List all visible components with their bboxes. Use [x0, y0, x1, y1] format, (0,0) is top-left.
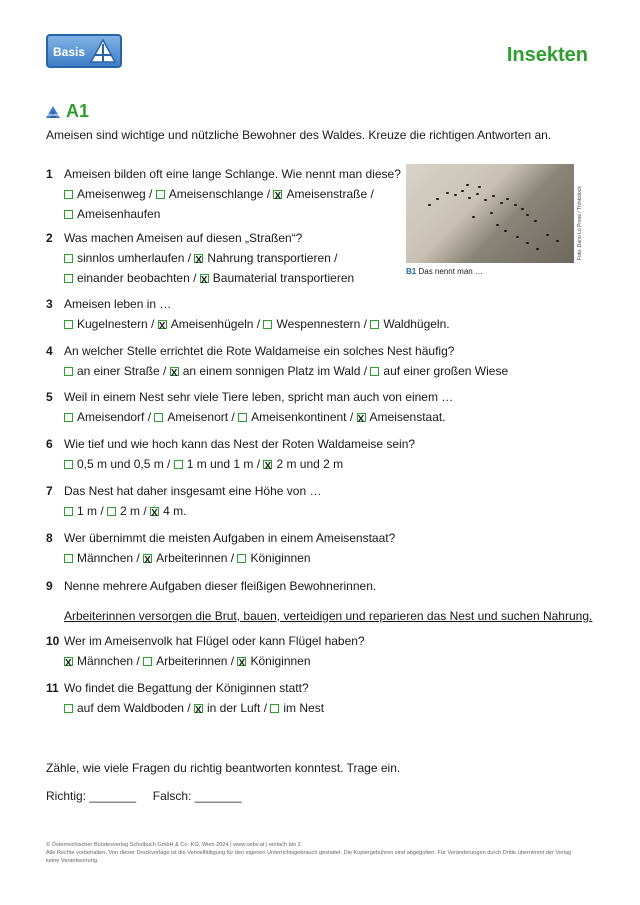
checkbox[interactable]	[64, 210, 73, 219]
wrong-blank[interactable]: _______	[194, 789, 242, 803]
ant-shape	[492, 195, 495, 197]
question-number: 8	[46, 531, 53, 545]
option-label: Ameisenhaufen	[77, 207, 161, 221]
answer-line: an einer Straße / Xan einem sonnigen Platz im Wald / auf einer großen Wiese	[64, 361, 594, 381]
wrong-label: Falsch:	[152, 789, 192, 803]
ant-shape	[446, 192, 449, 194]
question-text: Das Nest hat daher insgesamt eine Höhe von …	[64, 484, 322, 498]
figure-caption	[406, 267, 483, 276]
question-text: Wie tief und wie hoch kann das Nest der Roten Waldameise sein?	[64, 437, 416, 451]
ant-shape	[428, 204, 431, 206]
section-label: A1	[66, 101, 90, 121]
ant-shape	[500, 202, 503, 204]
question-text: Wer übernimmt die meisten Aufgaben in einem Ameisenstaat?	[64, 531, 396, 545]
checked-checkbox[interactable]	[194, 704, 203, 713]
answer-line: Kugelnestern / XAmeisenhügeln / Wespennestern / Waldhügeln.	[64, 314, 594, 334]
question-3	[46, 294, 594, 334]
question-11	[46, 678, 594, 718]
option-label: Ameisenstraße	[286, 187, 368, 201]
option-label: Kugelnestern	[77, 317, 148, 331]
checkbox[interactable]	[237, 554, 246, 563]
ant-shape	[521, 208, 524, 210]
checkbox[interactable]	[238, 413, 247, 422]
option-label: an einem sonnigen Platz im Wald	[182, 364, 361, 378]
option-label: Ameisenstaat.	[369, 410, 446, 424]
question-5	[46, 387, 594, 427]
option-label: 0,5 m und 0,5 m	[77, 457, 164, 471]
checked-checkbox[interactable]	[273, 190, 282, 199]
option-label: sinnlos umherlaufen	[77, 251, 185, 265]
ant-shape	[534, 220, 537, 222]
option-label: Königinnen	[250, 654, 311, 668]
triangle-logo-icon	[90, 38, 116, 64]
checked-checkbox[interactable]	[194, 254, 203, 263]
question-text: Was machen Ameisen auf diesen „Straßen“?	[64, 231, 303, 245]
checked-checkbox[interactable]	[64, 657, 73, 666]
question-text: Ameisen leben in …	[64, 297, 172, 311]
ant-shape	[468, 197, 471, 199]
ant-shape	[472, 216, 475, 218]
question-8	[46, 528, 594, 568]
checkbox[interactable]	[143, 657, 152, 666]
ant-shape	[536, 248, 539, 250]
ant-shape	[461, 190, 464, 192]
checkbox[interactable]	[64, 704, 73, 713]
answer-line: sinnlos umherlaufen / XNahrung transportieren /	[64, 248, 594, 268]
ant-shape	[484, 199, 487, 201]
option-label: Ameisenweg	[77, 187, 146, 201]
score-line	[46, 789, 242, 803]
option-label: in der Luft	[206, 701, 261, 715]
option-label: an einer Straße	[77, 364, 160, 378]
option-label: Ameisenschlange	[168, 187, 264, 201]
question-9	[46, 576, 594, 626]
option-label: Männchen	[77, 551, 134, 565]
option-label: im Nest	[283, 701, 325, 715]
section-heading	[46, 101, 89, 122]
answer-line: Ameisenweg / Ameisenschlange / XAmeisenstraße /	[64, 184, 594, 204]
checkbox[interactable]	[64, 274, 73, 283]
checked-checkbox[interactable]	[158, 320, 167, 329]
checkbox[interactable]	[156, 190, 165, 199]
option-label: Männchen	[77, 654, 134, 668]
right-label: Richtig:	[46, 789, 87, 803]
option-label: 4 m.	[163, 504, 187, 518]
option-label: Ameisenhügeln	[170, 317, 254, 331]
right-blank[interactable]: _______	[89, 789, 137, 803]
footer-rights: Alle Rechte vorbehalten. Von dieser Druckvorlage ist die Vervielfältigung für den eigenen Unterrichtsgebrauch gestattet. Die Kopiergebühren sind abgegolten. Für Veränderungen durch Dritte übernimmt der Verlag keine Verantwortung.	[46, 850, 572, 864]
ant-shape	[496, 224, 499, 226]
ant-shape	[526, 242, 529, 244]
question-text: Nenne mehrere Aufgaben dieser fleißigen Bewohnerinnen.	[64, 579, 377, 593]
option-label: auf dem Waldboden	[77, 701, 184, 715]
ant-shape	[516, 236, 519, 238]
checked-checkbox[interactable]	[150, 507, 159, 516]
ant-shape	[556, 240, 559, 242]
question-text: An welcher Stelle errichtet die Rote Waldameise ein solches Nest häufig?	[64, 344, 455, 358]
option-label: auf einer großen Wiese	[383, 364, 509, 378]
checkbox[interactable]	[64, 460, 73, 469]
question-number: 1	[46, 167, 53, 181]
ants-photo	[406, 164, 574, 263]
answer-line: einander beobachten / XBaumaterial transportieren	[64, 268, 594, 288]
question-text: Weil in einem Nest sehr viele Tiere leben, spricht man auch von einem …	[64, 390, 454, 404]
question-number: 7	[46, 484, 53, 498]
footer-copyright: © Österreichischer Bundesverlag Schulbuch GmbH & Co. KG, Wien 2024 | www.oebv.at | einfach bio 2	[46, 842, 301, 848]
question-text: Wer im Ameisenvolk hat Flügel oder kann Flügel haben?	[64, 634, 365, 648]
intro-text: Ameisen sind wichtige und nützliche Bewohner des Waldes. Kreuze die richtigen Antworten an.	[46, 128, 552, 142]
question-number: 5	[46, 390, 53, 404]
question-7	[46, 481, 594, 521]
checkbox[interactable]	[64, 554, 73, 563]
caption-text: Das nennt man …	[418, 267, 483, 276]
checkbox[interactable]	[263, 320, 272, 329]
ant-shape	[504, 230, 507, 232]
checkbox[interactable]	[107, 507, 116, 516]
logo-text: Basis	[53, 45, 86, 59]
question-number: 3	[46, 297, 53, 311]
option-label: Ameisendorf	[77, 410, 145, 424]
question-text: Wo findet die Begattung der Königinnen statt?	[64, 681, 309, 695]
checked-checkbox[interactable]	[170, 367, 179, 376]
ant-shape	[476, 193, 479, 195]
answer-line: auf dem Waldboden / Xin der Luft / im Nest	[64, 698, 594, 718]
checkbox[interactable]	[64, 413, 73, 422]
answer-line: 0,5 m und 0,5 m / 1 m und 1 m / X2 m und 2 m	[64, 454, 594, 474]
question-6	[46, 434, 594, 474]
ant-shape	[466, 184, 469, 186]
page-title: Insekten	[506, 44, 588, 66]
option-label: Baumaterial transportieren	[212, 271, 355, 285]
option-label: Nahrung transportieren	[207, 251, 331, 265]
answer-line: 1 m / 2 m / X4 m.	[64, 501, 594, 521]
checked-checkbox[interactable]	[357, 413, 366, 422]
checked-checkbox[interactable]	[237, 657, 246, 666]
option-label: 2 m und 2 m	[276, 457, 344, 471]
ant-shape	[454, 194, 457, 196]
question-number: 10	[46, 634, 60, 648]
ant-shape	[514, 204, 517, 206]
option-label: Ameisenkontinent	[251, 410, 347, 424]
option-label: einander beobachten	[77, 271, 190, 285]
count-instruction: Zähle, wie viele Fragen du richtig beantworten konntest. Trage ein.	[46, 761, 401, 775]
ant-shape	[526, 214, 529, 216]
question-text: Ameisen bilden oft eine lange Schlange. Wie nennt man diese?	[64, 167, 401, 181]
option-label: Arbeiterinnen	[156, 551, 228, 565]
checkbox[interactable]	[64, 367, 73, 376]
checked-checkbox[interactable]	[263, 460, 272, 469]
checked-checkbox[interactable]	[200, 274, 209, 283]
option-label: Königinnen	[250, 551, 311, 565]
option-label: 1 m und 1 m	[186, 457, 254, 471]
ant-shape	[436, 198, 439, 200]
option-label: Wespennestern	[276, 317, 361, 331]
question-number: 9	[46, 579, 53, 593]
answer-line: Männchen / XArbeiterinnen / Königinnen	[64, 548, 594, 568]
checkbox[interactable]	[154, 413, 163, 422]
question-number: 2	[46, 231, 53, 245]
checkbox[interactable]	[64, 254, 73, 263]
level-triangle-icon	[46, 106, 60, 118]
ant-shape	[546, 234, 549, 236]
question-number: 4	[46, 344, 53, 358]
checkbox[interactable]	[64, 320, 73, 329]
footer	[46, 841, 586, 865]
ant-shape	[478, 186, 481, 188]
written-answer: Arbeiterinnen versorgen die Brut, bauen, verteidigen und reparieren das Nest und suchen Nahrung.	[64, 609, 593, 623]
option-label: 2 m	[120, 504, 141, 518]
answer-line: XMännchen / Arbeiterinnen / XKöniginnen	[64, 651, 594, 671]
checkbox[interactable]	[270, 704, 279, 713]
checkbox[interactable]	[64, 507, 73, 516]
option-label: Waldhügeln.	[383, 317, 450, 331]
publisher-logo	[46, 34, 122, 68]
checkbox[interactable]	[370, 367, 379, 376]
checkbox[interactable]	[370, 320, 379, 329]
photo-credit: Foto: Dario Lo Presti / Thinkstock	[577, 186, 583, 260]
question-10	[46, 631, 594, 671]
caption-number: B1	[406, 267, 417, 276]
ant-shape	[490, 212, 493, 214]
question-number: 11	[46, 681, 59, 695]
option-label: Ameisenort	[167, 410, 229, 424]
answer-line: Ameisendorf / Ameisenort / Ameisenkontinent / XAmeisenstaat.	[64, 407, 594, 427]
checkbox[interactable]	[64, 190, 73, 199]
checkbox[interactable]	[174, 460, 183, 469]
question-4	[46, 341, 594, 381]
option-label: Arbeiterinnen	[156, 654, 228, 668]
question-number: 6	[46, 437, 53, 451]
option-label: 1 m	[77, 504, 98, 518]
ant-shape	[506, 198, 509, 200]
checked-checkbox[interactable]	[143, 554, 152, 563]
